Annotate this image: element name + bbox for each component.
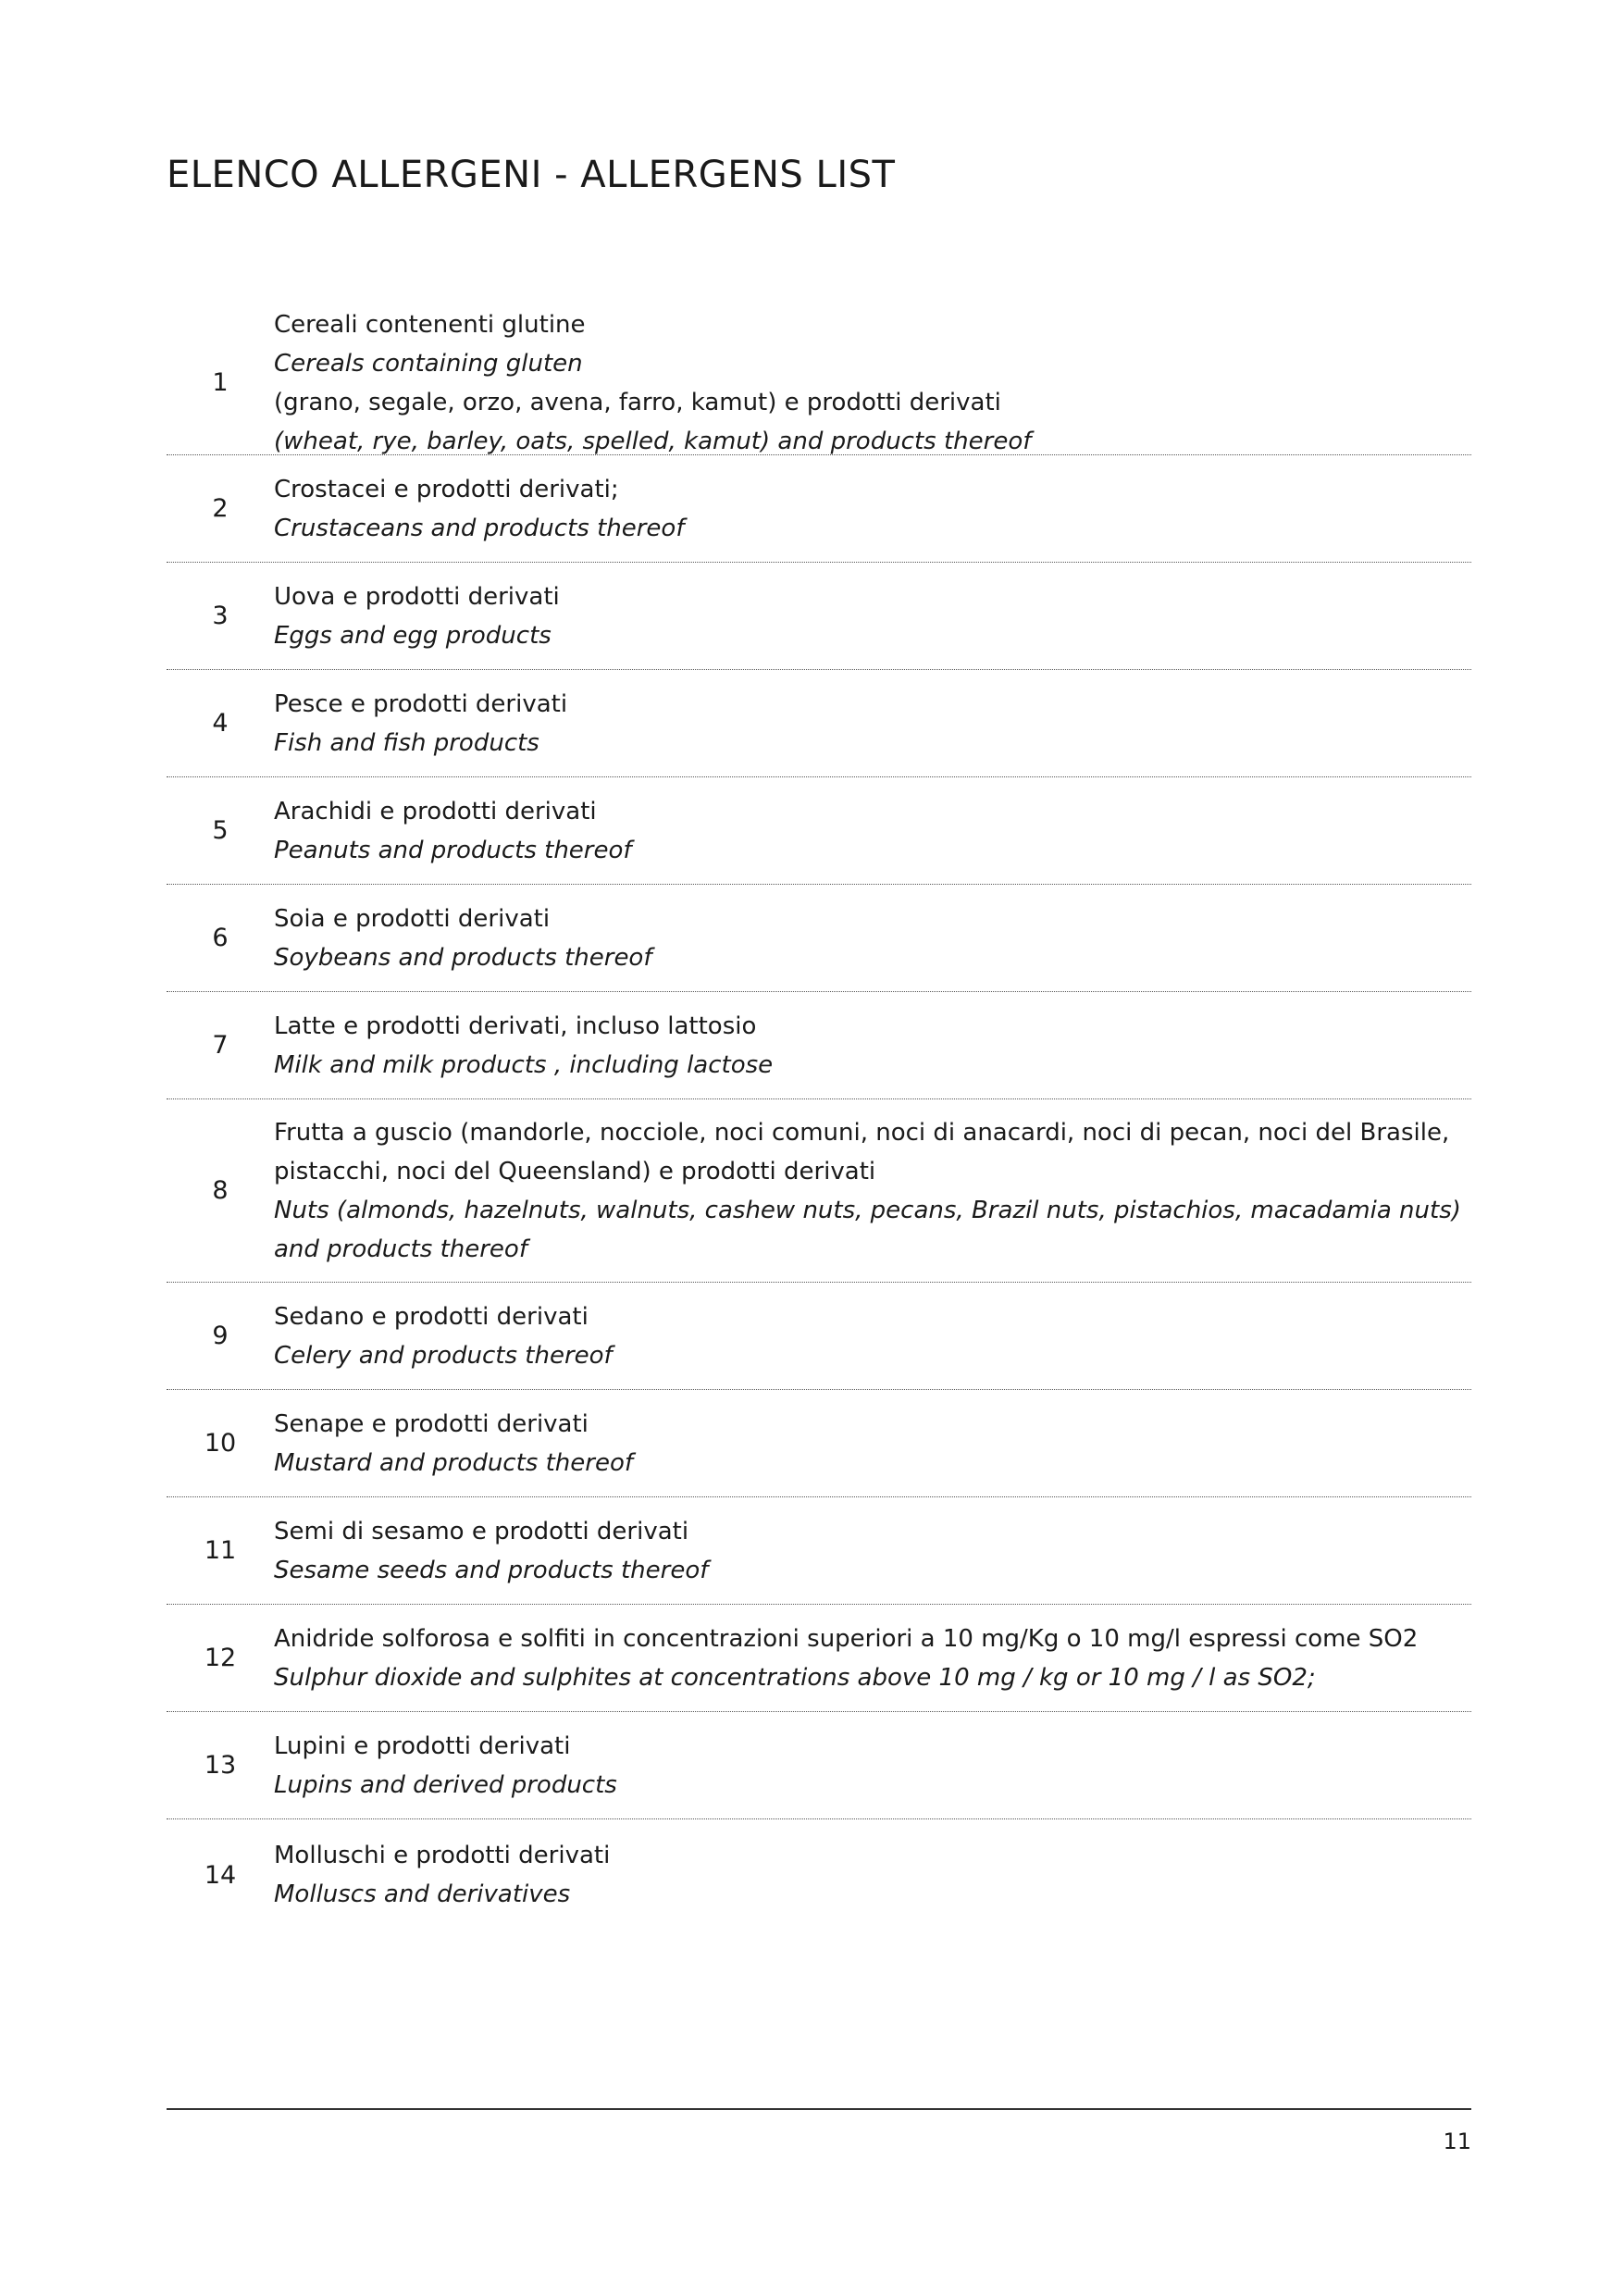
allergen-description — [274, 470, 1471, 548]
allergen-line-italian: Molluschi e prodotti derivati — [274, 1842, 611, 1869]
allergen-line-italian: Crostacei e prodotti derivati; — [274, 475, 619, 503]
allergen-line-english: Lupins and derived products — [274, 1770, 617, 1799]
allergen-row — [167, 885, 1471, 992]
page-title: ELENCO ALLERGENI - ALLERGENS LIST — [167, 154, 896, 196]
allergen-number: 1 — [212, 368, 229, 397]
allergen-description — [274, 1297, 1471, 1375]
allergen-row — [167, 1390, 1471, 1497]
allergen-row — [167, 670, 1471, 777]
allergen-line-english: Fish and fish products — [274, 728, 539, 757]
allergen-line-english: Molluscs and derivatives — [274, 1880, 571, 1908]
allergen-line-english: Cereals containing gluten — [274, 349, 583, 378]
allergen-line-english: Crustaceans and products thereof — [274, 514, 685, 542]
allergen-line-english: Soybeans and products thereof — [274, 943, 652, 972]
allergen-number: 12 — [204, 1644, 237, 1672]
allergen-line-italian: Uova e prodotti derivati — [274, 582, 560, 611]
allergen-row — [167, 1283, 1471, 1390]
allergen-number: 9 — [212, 1322, 229, 1350]
allergen-list — [167, 311, 1471, 1930]
allergen-description — [274, 1620, 1471, 1697]
allergen-number: 10 — [204, 1429, 237, 1458]
allergen-number: 14 — [204, 1860, 237, 1890]
allergen-line-english: Eggs and egg products — [274, 621, 552, 650]
allergen-line-english: Nuts (almonds, hazelnuts, walnuts, cashew nuts, pecans, Brazil nuts, pistachios, macadamia nuts) — [274, 1196, 1461, 1224]
allergen-number: 4 — [212, 709, 229, 738]
footer-divider — [167, 2108, 1471, 2110]
allergen-line-english: Sesame seeds and products thereof — [274, 1556, 709, 1584]
allergen-row — [167, 1099, 1471, 1283]
allergen-row — [167, 777, 1471, 885]
allergen-number: 5 — [212, 816, 229, 845]
allergen-row — [167, 311, 1471, 455]
allergen-line-italian: Cereali contenenti glutine — [274, 310, 586, 339]
allergen-row — [167, 1605, 1471, 1712]
allergen-number: 6 — [212, 924, 229, 952]
allergen-row — [167, 1712, 1471, 1819]
allergen-line-english: Peanuts and products thereof — [274, 836, 632, 864]
allergen-line-italian: Anidride solforosa e solfiti in concentrazioni superiori a 10 mg/Kg o 10 mg/l espressi come SO2 — [274, 1624, 1419, 1653]
allergen-description — [274, 305, 1471, 461]
allergen-row — [167, 1497, 1471, 1605]
allergen-number: 7 — [212, 1031, 229, 1060]
allergen-line-italian: Pesce e prodotti derivati — [274, 689, 568, 718]
allergen-description — [274, 1007, 1471, 1085]
allergen-line-italian: Soia e prodotti derivati — [274, 904, 551, 933]
allergen-number: 11 — [204, 1536, 237, 1565]
allergen-line-english: and products thereof — [274, 1235, 527, 1263]
allergen-line-italian: pistacchi, noci del Queensland) e prodotti derivati — [274, 1157, 876, 1185]
allergen-line-italian: (grano, segale, orzo, avena, farro, kamut) e prodotti derivati — [274, 388, 1001, 416]
allergen-row — [167, 563, 1471, 670]
allergen-description — [274, 1512, 1471, 1590]
allergen-description — [274, 1113, 1471, 1269]
allergen-line-italian: Frutta a guscio (mandorle, nocciole, noci comuni, noci di anacardi, noci di pecan, noci del Brasile, — [274, 1118, 1450, 1147]
allergen-line-english: Celery and products thereof — [274, 1341, 613, 1370]
allergen-description — [274, 1405, 1471, 1483]
allergen-line-italian: Senape e prodotti derivati — [274, 1409, 589, 1438]
allergen-number: 3 — [212, 602, 229, 630]
allergen-line-italian: Semi di sesamo e prodotti derivati — [274, 1517, 689, 1545]
allergen-description — [274, 577, 1471, 655]
allergen-description — [274, 900, 1471, 977]
allergen-row — [167, 455, 1471, 563]
allergen-description — [274, 792, 1471, 870]
allergen-number: 2 — [212, 494, 229, 523]
allergen-line-english: Mustard and products thereof — [274, 1448, 634, 1477]
allergen-line-italian: Arachidi e prodotti derivati — [274, 797, 597, 825]
allergen-number: 8 — [212, 1176, 229, 1205]
allergen-line-italian: Lupini e prodotti derivati — [274, 1731, 571, 1760]
allergen-row — [167, 1819, 1471, 1930]
page-number: 11 — [1443, 2128, 1471, 2154]
allergen-description — [274, 685, 1471, 763]
allergen-line-english: Milk and milk products , including lactose — [274, 1050, 774, 1079]
allergen-number: 13 — [204, 1751, 237, 1780]
allergen-line-italian: Sedano e prodotti derivati — [274, 1302, 589, 1331]
allergen-line-english: Sulphur dioxide and sulphites at concentrations above 10 mg / kg or 10 mg / l as SO2; — [274, 1663, 1316, 1692]
allergen-description — [274, 1836, 1471, 1914]
allergen-description — [274, 1727, 1471, 1805]
allergen-row — [167, 992, 1471, 1099]
allergen-line-english: (wheat, rye, barley, oats, spelled, kamut) and products thereof — [274, 427, 1032, 455]
allergen-line-italian: Latte e prodotti derivati, incluso lattosio — [274, 1011, 757, 1040]
